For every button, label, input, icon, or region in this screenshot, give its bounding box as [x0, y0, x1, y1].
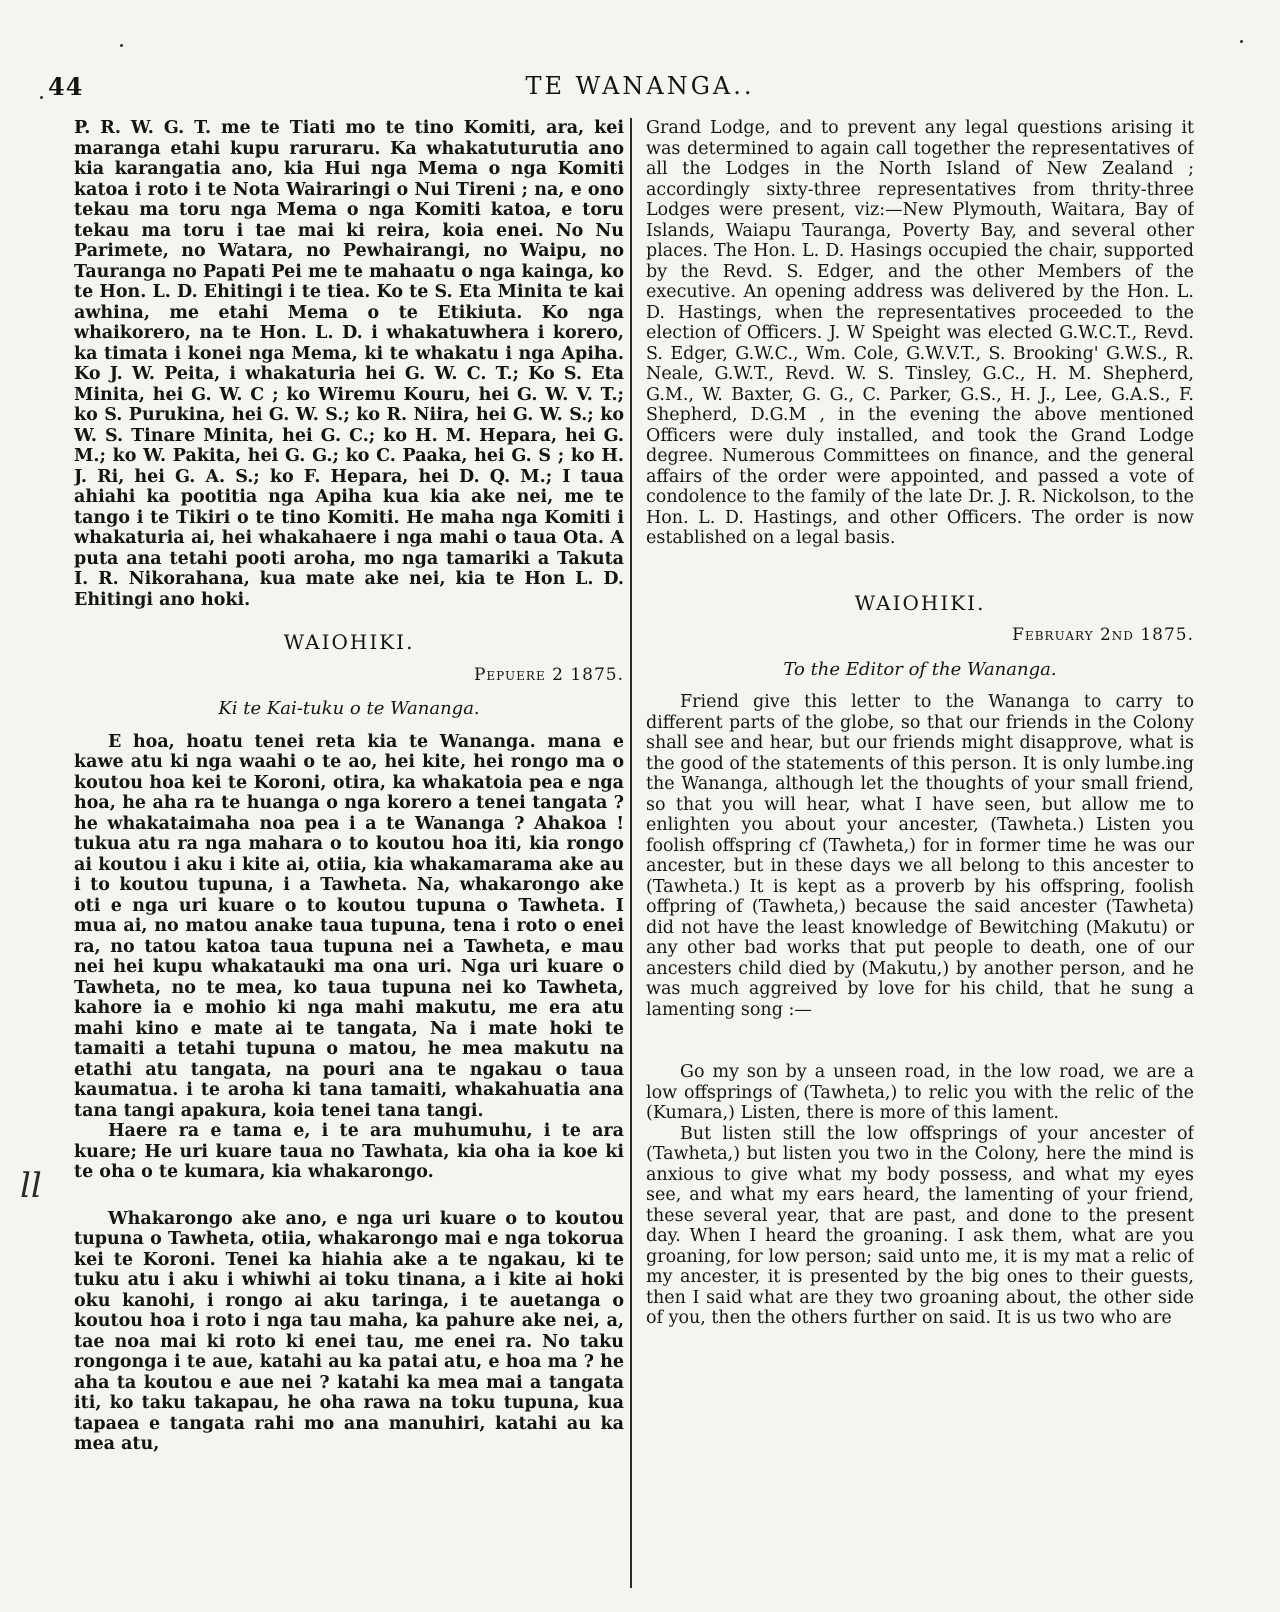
page-number: 44 — [48, 72, 84, 101]
right-column — [646, 118, 1194, 1592]
left-closing-paragraph: Whakarongo ake ano, e nga uri kuare o to koutou tupuna o Tawheta, otiia, whakarongo mai e nga tokorua kei te Koroni. Tenei ka hiahia ake a te ngakau, ki te tuku atu i aku i whiwhi ai toku tinana, a i kite ai hoki oku kanohi, i rongo ai aku taringa, i te auetanga o koutou hoa i roto i nga tau maha, ka pahure ake nei, a, tae noa mai ki roto ki enei tau, me enei ra. No taku rongonga i te aue, katahi au ka patai atu, e hoa ma ? he aha ta koutou e aue nei ? katahi ka mea mai a tangata iti, ko taku takapau, he oha rawa na toku tupuna, kua tapaea e tangata rahi mo ana manuhiri, katahi au ka mea atu, — [74, 1208, 624, 1454]
right-intro-paragraph: Grand Lodge, and to prevent any legal questions arising it was determined to again call together the representatives of all the Lodges in the North Island of New Zealand ; accordingly sixty-three representatives from thrity-three Lodges were present, viz:—New Plymouth, Waitara, Bay of Islands, Waiapu Tauranga, Poverty Bay, and several other places. The Hon. L. D. Hasings occupied the chair, supported by the Revd. S. Edger, and the other Members of the executive. An opening address was delivered by the Hon. L. D. Hastings, when the representatives proceeded to the election of Officers. J. W Speight was elected G.W.C.T., Revd. S. Edger, G.W.C., Wm. Cole, G.W.V.T., S. Brooking' G.W.S., R. Neale, G.W.T., Revd. W. S. Tinsley, G.C., H. M. Shepherd, G.M., W. Baxter, G. G., C. Parker, G.S., H. J., Lee, G.A.S., F. Shepherd, D.G.M , in the evening the above mentioned Officers were duly installed, and took the Grand Lodge degree. Numerous Committees on finance, and the general affairs of the order were appointed, and passed a vote of condolence to the family of the late Dr. J. R. Nickolson, to the Hon. L. D. Hastings, and other Officers. The order is now established on a legal basis. — [646, 118, 1194, 548]
right-salutation: To the Editor of the Wananga. — [783, 658, 1057, 680]
left-letter-paragraph: E hoa, hoatu tenei reta kia te Wananga. mana e kawe atu ki nga waahi o te ao, hei kite, hei rongo ma o koutou hoa kei te Koroni, otira, ka whakatoia pea e nga hoa, he aha ra te huanga o nga korero a tenei tangata ? he whakataimaha noa pea i a te Wananga ? Ahakoa ! tukua atu ra nga mahara o to koutou hoa iti, kia rongo ai koutou i aku i kite ai, otiia, kia whakamarama ake au i to koutou tupuna, i a Tawheta. Na, whakarongo ake oti e nga uri kuare o to koutou tupuna o Tawheta. I mua ai, no matou anake taua tupuna, tena i roto o enei ra, no tatou katoa taua tupuna nei a Tawheta, e mau nei hei kupu whakatauki ma ona uri. Nga uri kuare o Tawheta, no te mea, ko taua tupuna nei ko Tawheta, kahore ia e mohio ki nga mahi makutu, me era atu mahi kino e mate ai te tangata, Na i mate hoki te tamaiti a tetahi tupuna o matou, he mea makutu na etathi atu tangata, na pouri ana te ngakau o taua kaumatua. i te aroha ki tana tamaiti, whakahuatia ana tana tangi apakura, koia tenei tana tangi. — [74, 731, 624, 1121]
left-intro-paragraph: P. R. W. G. T. me te Tiati mo te tino Komiti, ara, kei maranga etahi kupu raruraru. Ka whakatuturutia ano kia karangatia ano, kia Hui nga Mema o nga Komiti katoa i roto i te Nota Wairaringi o Nui Tireni ; na, e ono tekau ma toru nga Mema o nga Komiti katoa, e toru tekau ma toru i tae mai ki reira, koia enei. No Nu Parimete, no Watara, no Pewhairangi, no Waipu, no Tauranga no Papati Pei me te mahaatu o nga kainga, ko te Hon. L. D. Ehitingi i te tiea. Ko te S. Eta Minita te kai awhina, me etahi Mema o te Etikiuta. Ko nga whaikorero, na te Hon. L. D. i whakatuwhera i korero, ka timata i konei nga Mema, ki te whakatu i nga Apiha. Ko J. W. Peita, i whakaturia hei G. W. C. T.; Ko S. Eta Minita, hei G. W. C ; ko Wiremu Kouru, hei G. W. V. T.; ko S. Purukina, hei G. W. S.; ko R. Niira, hei G. W. S.; ko W. S. Tinare Minita, hei G. C.; ko H. M. Hepara, hei G. M.; ko W. Pakita, hei G. G.; ko C. Paaka, hei G. S ; ko H. J. Ri, hei G. A. S.; ko F. Hepara, hei D. Q. M.; I taua ahiahi ka pootitia nga Apiha kua kia ake nei, me te tango i te Tikiri o te tino Komiti. He maha nga Komiti i whakaturia ai, hei whakahaere i nga mahi o taua Ota. A puta ana tetahi pooti aroha, mo nga tamariki a Takuta I. R. Nikorahana, kua mate ake nei, kia te Hon L. D. Ehitingi ano hoki. — [74, 118, 624, 610]
left-section-title: WAIOHIKI. — [283, 630, 415, 654]
running-title: TE WANANGA.. — [525, 72, 755, 100]
right-closing-paragraph: But listen still the low offsprings of your ancester of (Tawheta,) but listen you two in the Colony, here the mind is anxious to give what my body possess, and what my eyes see, and what my ears heard, the lamenting of your friend, these several year, that are past, and done to the present day. When I heard the groaning. I ask them, what are you groaning, for low person; said unto me, it is my mat a relic of my ancester, it is presented by the big ones to their guests, then I said what are they two groaning about, the other side of you, then the others further on said. It is us two who are — [646, 1123, 1194, 1328]
right-section-title: WAIOHIKI. — [854, 590, 986, 615]
column-divider — [630, 118, 632, 1588]
print-speck — [40, 96, 43, 99]
left-column — [74, 118, 624, 1592]
right-dateline: February 2nd 1875. — [1012, 625, 1194, 645]
right-verse: Go my son by a unseen road, in the low road, we are a low offsprings of (Tawheta,) to relic you with the relic of the (Kumara,) Listen, there is more of this lament. — [646, 1062, 1194, 1123]
left-dateline: Pepuere 2 1875. — [473, 664, 624, 685]
right-letter-paragraph: Friend give this letter to the Wananga to carry to different parts of the globe, so that our friends in the Colony shall see and hear, but our friends might disapprove, what is the good of the statements of this person. It is only lumbe.ing the Wananga, although let the thoughts of your small friend, so that you will hear, what I have seen, but allow me to enlighten you about your ancester, (Tawheta.) Listen you foolish offspring cf (Tawheta,) for in former time he was our ancester, but in these days we all belong to this ancester to (Tawheta.) It is kept as a proverb by his offspring, foolish offpring of (Tawheta,) because the said ancester (Tawheta) did not have the least knowledge of Bewitching (Makutu) or any other bad works that put people to death, one of our ancesters child died by (Makutu,) by another person, and he was much aggreived by love for his child, that he sung a lamenting song :— — [646, 692, 1194, 1020]
page-header — [0, 72, 1280, 112]
left-salutation: Ki te Kai-tuku o te Wananga. — [218, 698, 480, 719]
print-speck — [120, 44, 123, 47]
margin-annotation: ll — [20, 1166, 42, 1206]
print-speck — [1240, 40, 1243, 43]
left-verse: Haere ra e tama e, i te ara muhumuhu, i te ara kuare; He uri kuare taua no Tawhata, kia oha ia koe ki te oha o te kumara, kia whakarongo. — [74, 1121, 624, 1182]
